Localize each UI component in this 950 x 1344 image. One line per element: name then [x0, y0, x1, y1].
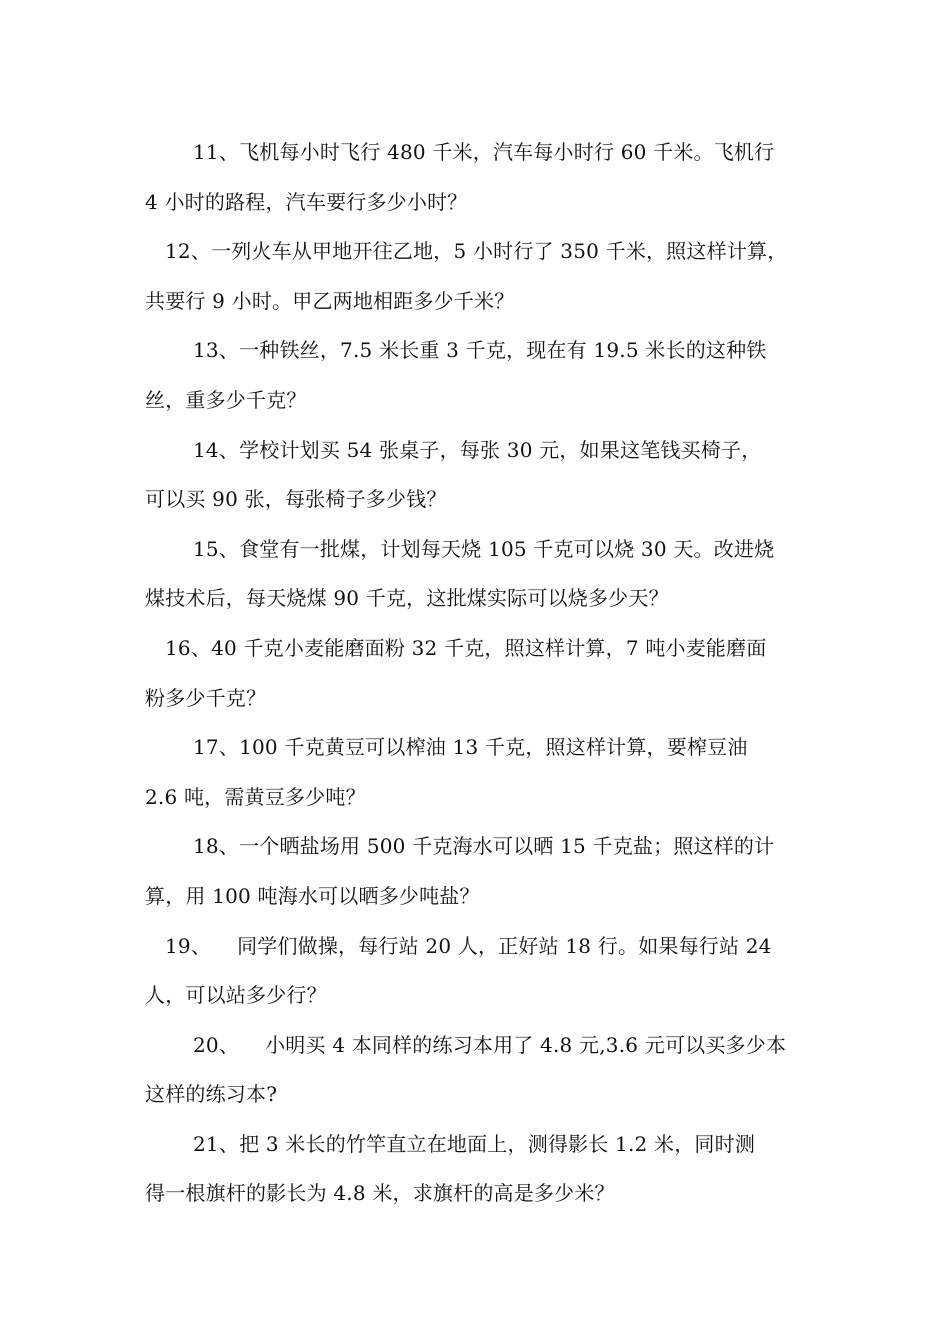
problem-continuation: 算，用 100 吨海水可以晒多少吨盐？: [145, 883, 480, 908]
problem-first-line: [145, 723, 810, 773]
problem-number: 16、: [165, 635, 212, 660]
problem-item: [145, 723, 810, 822]
problem-text: 小明买 4 本同样的练习本用了 4.8 元,3.6 元可以买多少本: [265, 1032, 787, 1057]
document-page: [145, 128, 810, 1219]
problem-number: 12、: [165, 239, 212, 264]
problem-text: 把 3 米长的竹竿直立在地面上，测得影长 1.2 米，同时测: [239, 1131, 756, 1156]
problem-first-line: [145, 1021, 810, 1071]
problem-number: 21、: [193, 1131, 240, 1156]
problem-text: 飞机每小时飞行 480 千米，汽车每小时行 60 千米。飞机行: [239, 140, 775, 164]
problem-item: [145, 624, 810, 723]
problem-continuation: 这样的练习本?: [145, 1082, 278, 1107]
problem-item: [145, 128, 810, 227]
problem-item: [145, 922, 810, 1021]
problem-item: [145, 525, 810, 624]
problem-number: 11、: [193, 140, 240, 164]
problem-first-line: [145, 1120, 810, 1170]
problem-continuation: 2.6 吨，需黄豆多少吨？: [145, 784, 366, 809]
problem-continuation: 可以买 90 张，每张椅子多少钱？: [145, 487, 447, 512]
problem-continuation: 人，可以站多少行？: [145, 983, 327, 1008]
problem-item: [145, 227, 810, 326]
problem-item: [145, 426, 810, 525]
problem-item: [145, 1120, 810, 1219]
problem-first-line: [145, 624, 810, 674]
problem-text: 100 千克黄豆可以榨油 13 千克，照这样计算，要榨豆油: [239, 735, 748, 760]
problem-continuation: 粉多少千克？: [145, 685, 267, 710]
problem-continuation: 煤技术后，每天烧煤 90 千克，这批煤实际可以烧多少天？: [145, 586, 669, 611]
problem-first-line: [145, 822, 810, 872]
problem-number: 14、: [193, 437, 240, 462]
problem-continuation: 丝，重多少千克？: [145, 387, 307, 412]
problem-first-line: [145, 128, 810, 178]
problem-first-line: [145, 326, 810, 376]
problem-continuation: 共要行 9 小时。甲乙两地相距多少千米？: [145, 288, 515, 313]
problem-item: [145, 1021, 810, 1120]
problem-text: 学校计划买 54 张桌子，每张 30 元，如果这笔钱买椅子，: [239, 437, 762, 462]
problem-number: 15、: [193, 536, 240, 561]
problem-item: [145, 822, 810, 921]
problem-first-line: [145, 922, 810, 972]
problem-text: 一个晒盐场用 500 千克海水可以晒 15 千克盐；照这样的计: [239, 834, 775, 859]
problem-text: 食堂有一批煤，计划每天烧 105 千克可以烧 30 天。改进烧: [239, 536, 775, 561]
problem-text: 一种铁丝，7.5 米长重 3 千克，现在有 19.5 米长的这种铁: [239, 338, 767, 363]
problem-first-line: [145, 426, 810, 476]
problem-first-line: [145, 227, 810, 277]
problem-number: 13、: [193, 338, 240, 363]
problem-continuation: 得一根旗杆的影长为 4.8 米，求旗杆的高是多少米？: [145, 1181, 615, 1206]
problem-number: 20、: [193, 1032, 240, 1057]
problem-first-line: [145, 525, 810, 575]
problem-number: 17、: [193, 735, 240, 760]
problem-text: 40 千克小麦能磨面粉 32 千克，照这样计算，7 吨小麦能磨面: [211, 635, 767, 660]
problem-text: 同学们做操，每行站 20 人，正好站 18 行。如果每行站 24: [237, 933, 772, 958]
problem-number: 19、: [165, 933, 212, 958]
problem-text: 一列火车从甲地开往乙地，5 小时行了 350 千米，照这样计算，: [211, 239, 788, 264]
problem-continuation: 4 小时的路程，汽车要行多少小时？: [145, 189, 468, 214]
problem-number: 18、: [193, 834, 240, 859]
problem-item: [145, 326, 810, 425]
